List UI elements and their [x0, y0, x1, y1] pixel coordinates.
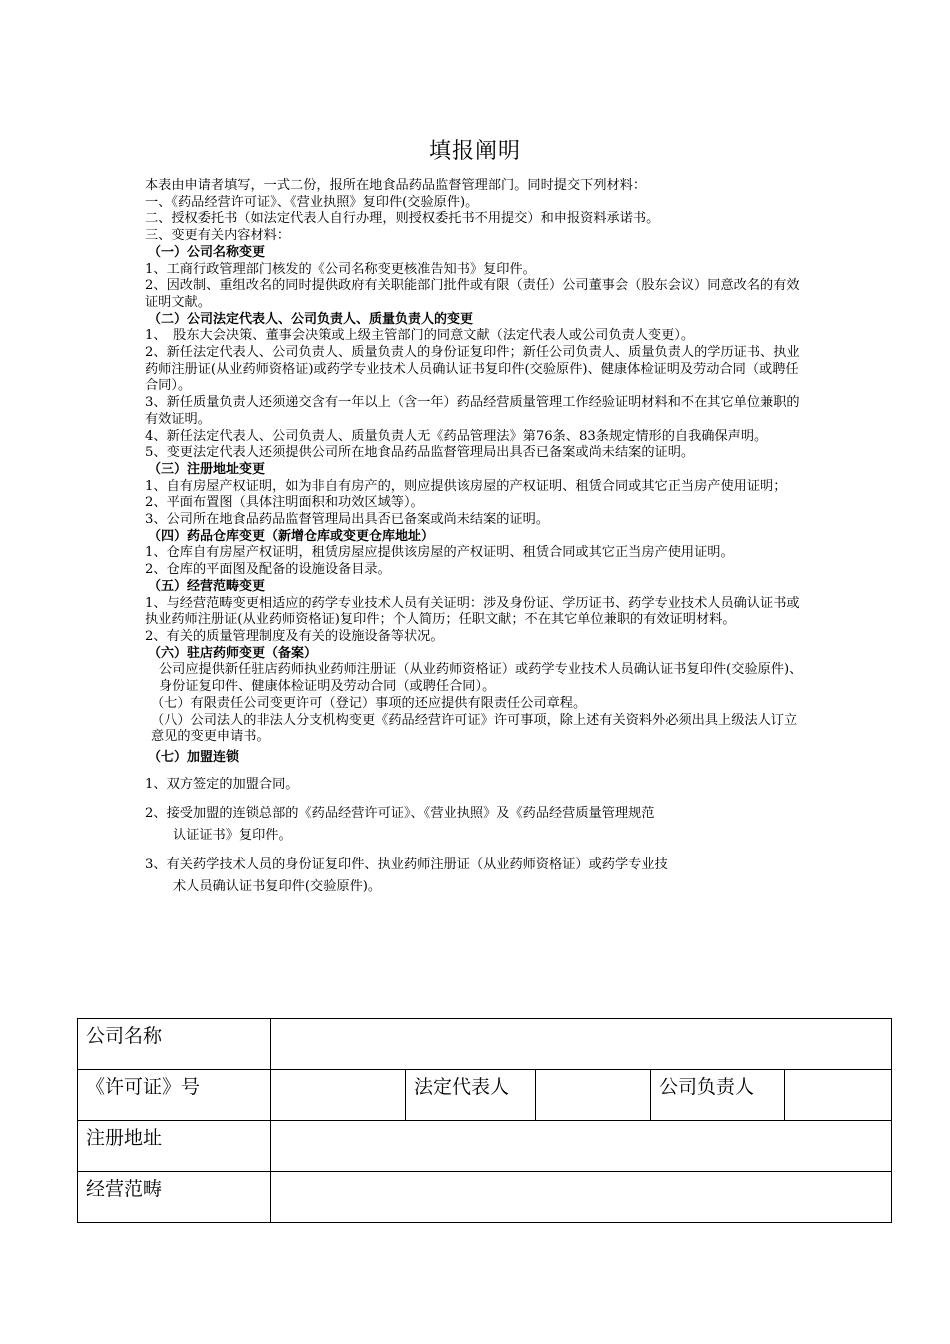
section-item: 3、新任质量负责人还须递交含有一年以上（含一年）药品经营质量管理工作经验证明材料和不在其它单位兼职的有效证明。 [145, 395, 800, 427]
section-heading-pharmacist-change: （六）驻店药师变更（备案） [148, 645, 318, 661]
section-heading-representative-change: （二）公司法定代表人、公司负责人、质量负责人的变更 [148, 311, 474, 327]
general-item: 三、变更有关内容材料： [145, 228, 291, 244]
section-item: 5、变更法定代表人还须提供公司所在地食品药品监督管理局出具否已备案或尚未结案的证明。 [145, 445, 695, 461]
section-heading-franchise: （七）加盟连锁 [148, 749, 240, 765]
section-item: 1、自有房屋产权证明，如为非自有房产的，则应提供该房屋的产权证明、租赁合同或其它正当房产使用证明； [145, 478, 787, 494]
franchise-item [145, 803, 810, 847]
company-head-field[interactable] [785, 1070, 892, 1121]
franchise-item-line: 认证证书》复印件。 [173, 827, 292, 843]
page-title: 填报阐明 [428, 139, 521, 164]
general-item: 二、授权委托书（如法定代表人自行办理，则授权委托书不用提交）和申报资料承诺书。 [145, 211, 660, 227]
section-item: 2、新任法定代表人、公司负责人、质量负责人的身份证复印件；新任公司负责人、质量负责人的学历证书、执业药师注册证(从业药师资格证)或药学专业技术人员确认证书复印件(交验原件)、健康体检证明及劳动合同（或聘任合同）。 [145, 345, 800, 394]
table-row [78, 1019, 892, 1070]
franchise-item-line: 术人员确认证书复印件(交验原件)。 [173, 878, 382, 894]
table-row [78, 1121, 892, 1172]
section-item: 2、仓库的平面图及配备的设施设备目录。 [145, 562, 391, 578]
business-scope-label: 经营范畴 [78, 1172, 271, 1223]
franchise-item-line: 3、有关药学技术人员的身份证复印件、执业药师注册证（从业药师资格证）或药学专业技 [145, 856, 668, 872]
legal-representative-label: 法定代表人 [406, 1070, 536, 1121]
license-number-label: 《许可证》号 [78, 1070, 271, 1121]
note-item: （七）有限责任公司变更许可（登记）事项的还应提供有限责任公司章程。 [151, 695, 587, 711]
table-row [78, 1070, 892, 1121]
intro-text: 本表由申请者填写，一式二份，报所在地食品药品监督管理部门。同时提交下列材料： [145, 178, 647, 193]
company-head-label: 公司负责人 [651, 1070, 785, 1121]
section-heading-scope-change: （五）经营范畴变更 [148, 578, 266, 594]
section-heading-warehouse-change: （四）药品仓库变更（新增仓库或变更仓库地址） [148, 528, 435, 544]
table-row [78, 1172, 892, 1223]
section-item: 2、有关的质量管理制度及有关的设施设备等状况。 [145, 628, 444, 644]
section-item: 1、仓库自有房屋产权证明，租赁房屋应提供该房屋的产权证明、租赁合同或其它正当房产使用证明。 [145, 545, 734, 561]
section-item: 1、与经营范畴变更相适应的药学专业技术人员有关证明：涉及身份证、学历证书、药学专业技术人员确认证书或执业药师注册证(从业药师资格证)复印件；个人简历；任职文献；不在其它单位兼职的有效证明材料。 [145, 595, 800, 628]
section-item: 1、工商行政管理部门核发的《公司名称变更核准告知书》复印件。 [145, 261, 536, 277]
section-heading-name-change: （一）公司名称变更 [148, 244, 266, 260]
general-item: 一、《药品经营许可证》、《营业执照》复印件(交验原件)。 [145, 194, 479, 210]
section-heading-address-change: （三）注册地址变更 [148, 461, 266, 477]
business-scope-field[interactable] [271, 1172, 892, 1223]
franchise-item [145, 854, 810, 898]
registered-address-field[interactable] [271, 1121, 892, 1172]
company-name-label: 公司名称 [78, 1019, 271, 1070]
section-item: 公司应提供新任驻店药师执业药师注册证（从业药师资格证）或药学专业技术人员确认证书复印件(交验原件)、身份证复印件、健康体检证明及劳动合同（或聘任合同）。 [159, 662, 803, 695]
license-number-field[interactable] [271, 1070, 406, 1121]
instructions-body [145, 178, 810, 898]
franchise-item-line: 2、接受加盟的连锁总部的《药品经营许可证》、《营业执照》及《药品经营质量管理规范 [145, 805, 655, 821]
company-name-field[interactable] [271, 1019, 892, 1070]
section-item: 3、公司所在地食品药品监督管理局出具否已备案或尚未结案的证明。 [145, 512, 550, 528]
company-info-table [77, 1018, 892, 1223]
franchise-item: 1、双方签定的加盟合同。 [145, 776, 299, 792]
section-item: 2、平面布置图（具体注明面积和功效区域等）。 [145, 495, 424, 511]
section-item: 2、因改制、重组改名的同时提供政府有关职能部门批件或有限（责任）公司董事会（股东会议）同意改名的有效证明文献。 [145, 278, 800, 310]
section-item: 4、新任法定代表人、公司负责人、质量负责人无《药品管理法》第76条、83条规定情形的自我确保声明。 [145, 428, 768, 444]
registered-address-label: 注册地址 [78, 1121, 271, 1172]
legal-representative-field[interactable] [536, 1070, 651, 1121]
note-item: （八）公司法人的非法人分支机构变更《药品经营许可证》许可事项，除上述有关资料外必须出具上级法人订立意见的变更申请书。 [151, 712, 798, 745]
section-item: 1、 股东大会决策、董事会决策或上级主管部门的同意文献（法定代表人或公司负责人变更）。 [145, 328, 695, 344]
